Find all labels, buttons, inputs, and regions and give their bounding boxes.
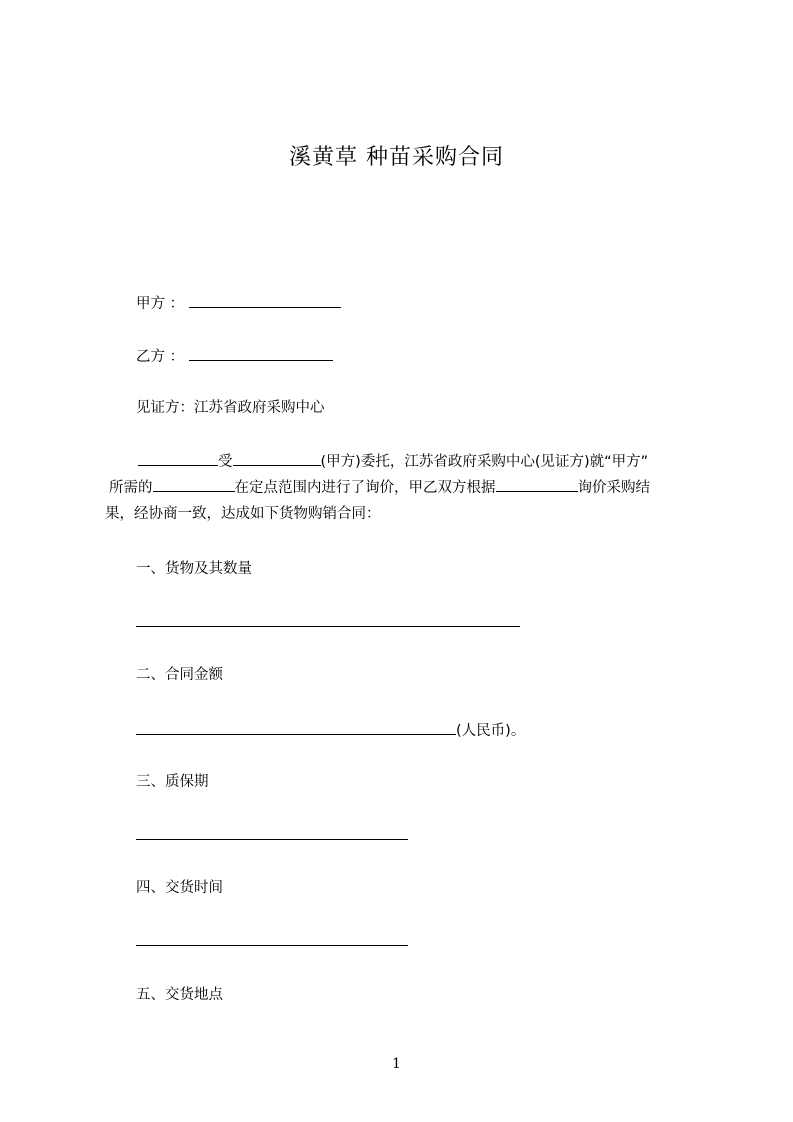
party-a-line [136,292,341,314]
section-delivery-time-blank [136,945,408,946]
intro-paragraph [105,449,705,527]
intro-seg6: 果，经协商一致，达成如下货物购销合同： [105,506,381,522]
section-warranty-heading: 三、质保期 [136,774,209,790]
section-amount-line [136,719,525,741]
section-goods-heading: 一、货物及其数量 [136,561,252,577]
witness-line: 见证方：江苏省政府采购中心 [136,400,325,416]
intro-seg5: 询价采购结 [577,480,650,496]
party-b-label: 乙方 ： [136,349,185,365]
page-number: 1 [392,1056,401,1072]
section-amount-heading: 二、合同金额 [136,667,223,683]
party-a-blank [189,292,341,308]
party-a-label: 甲方 ： [136,296,185,312]
section-goods-blank [136,626,520,627]
intro-blank-2 [233,450,321,466]
section-delivery-place-heading: 五、交货地点 [136,987,223,1003]
intro-seg4: 在定点范围内进行了询价，甲乙双方根据 [234,480,496,496]
section-amount-suffix: (人民币)。 [456,723,526,739]
document-title: 溪黄草 种苗采购合同 [289,145,504,170]
party-b-blank [189,345,333,361]
party-b-line [136,345,333,367]
intro-seg2: (甲方)委托，江苏省政府采购中心(见证方)就“甲方” [320,454,649,470]
intro-seg3: 所需的 [109,480,153,496]
intro-seg1: 受 [218,454,233,470]
intro-blank-4 [496,476,578,492]
section-amount-blank [136,719,456,735]
section-warranty-blank [136,839,408,840]
section-delivery-time-heading: 四、交货时间 [136,880,223,896]
intro-blank-1 [138,450,218,466]
intro-blank-3 [153,476,235,492]
